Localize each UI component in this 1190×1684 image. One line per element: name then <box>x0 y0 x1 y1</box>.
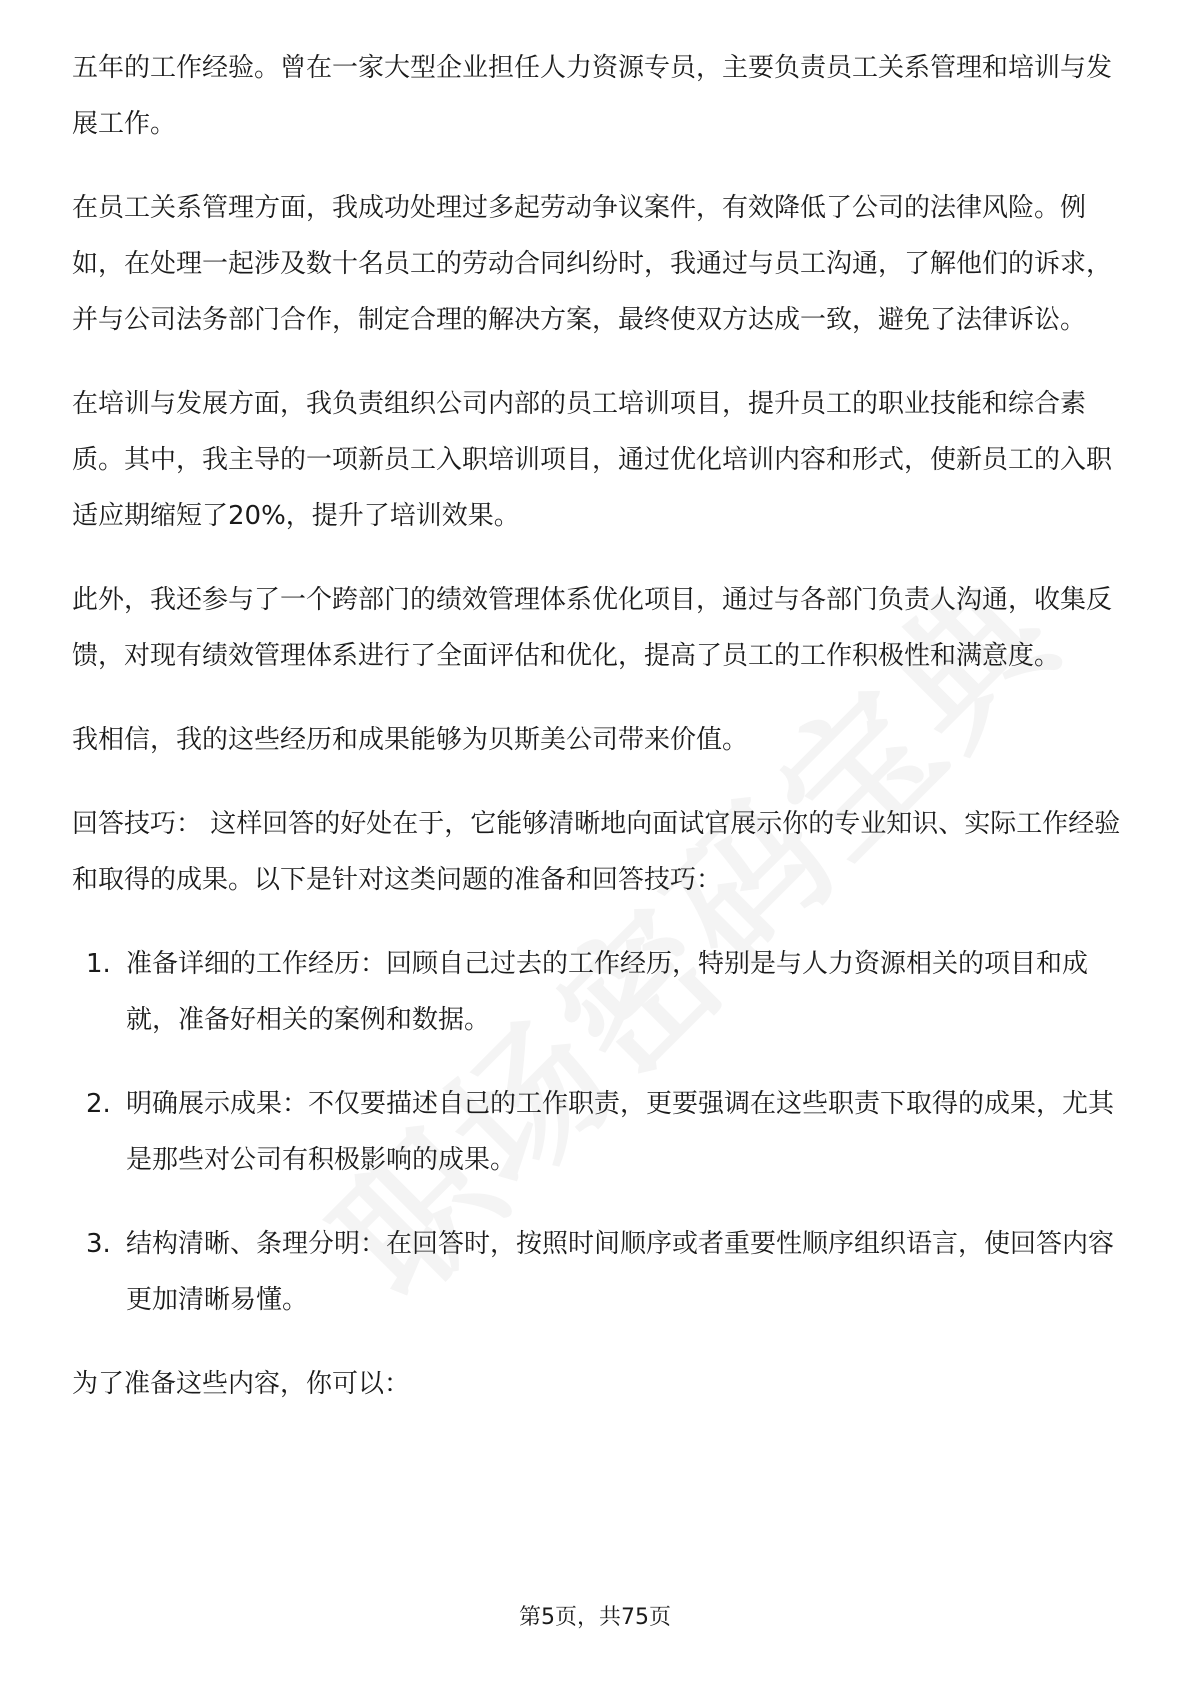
page-footer: 第5页，共75页 <box>519 1605 671 1630</box>
paragraph-experience-intro: 五年的工作经验。曾在一家大型企业担任人力资源专员，主要负责员工关系管理和培训与发展工作。 <box>72 53 1113 139</box>
paragraph-employee-relations: 在员工关系管理方面，我成功处理过多起劳动争议案件，有效降低了公司的法律风险。例如，在处理一起涉及数十名员工的劳动合同纠纷时，我通过与员工沟通，了解他们的诉求，并与公司法务部门合作，制定合理的解决方案，最终使双方达成一致，避免了法律诉讼。 <box>72 193 1113 335</box>
list-item <box>72 1076 1122 1188</box>
list-item <box>72 936 1122 1048</box>
list-item-text: 明确展示成果：不仅要描述自己的工作职责，更要强调在这些职责下取得的成果，尤其是那些对公司有积极影响的成果。 <box>126 1089 1115 1175</box>
paragraph-preparation: 为了准备这些内容，你可以： <box>72 1369 411 1399</box>
paragraph-value-statement: 我相信，我的这些经历和成果能够为贝斯美公司带来价值。 <box>72 725 749 755</box>
list-item <box>72 1216 1122 1328</box>
list-item-number: 2. <box>86 1089 111 1119</box>
list-item-number: 1. <box>86 949 111 979</box>
list-item-text: 准备详细的工作经历：回顾自己过去的工作经历，特别是与人力资源相关的项目和成就，准备好相关的案例和数据。 <box>126 949 1089 1035</box>
paragraph-answer-tips: 回答技巧： 这样回答的好处在于，它能够清晰地向面试官展示你的专业知识、实际工作经验和取得的成果。以下是针对这类问题的准备和回答技巧： <box>72 809 1121 895</box>
list-item-text: 结构清晰、条理分明：在回答时，按照时间顺序或者重要性顺序组织语言，使回答内容更加清晰易懂。 <box>126 1229 1115 1315</box>
list-item-number: 3. <box>86 1229 111 1259</box>
tips-list <box>72 936 1122 1328</box>
paragraph-performance-project: 此外，我还参与了一个跨部门的绩效管理体系优化项目，通过与各部门负责人沟通，收集反馈，对现有绩效管理体系进行了全面评估和优化，提高了员工的工作积极性和满意度。 <box>72 585 1113 671</box>
paragraph-training-development: 在培训与发展方面，我负责组织公司内部的员工培训项目，提升员工的职业技能和综合素质。其中，我主导的一项新员工入职培训项目，通过优化培训内容和形式，使新员工的入职适应期缩短了20%，提升了培训效果。 <box>72 389 1113 531</box>
document-body <box>72 40 1122 1440</box>
